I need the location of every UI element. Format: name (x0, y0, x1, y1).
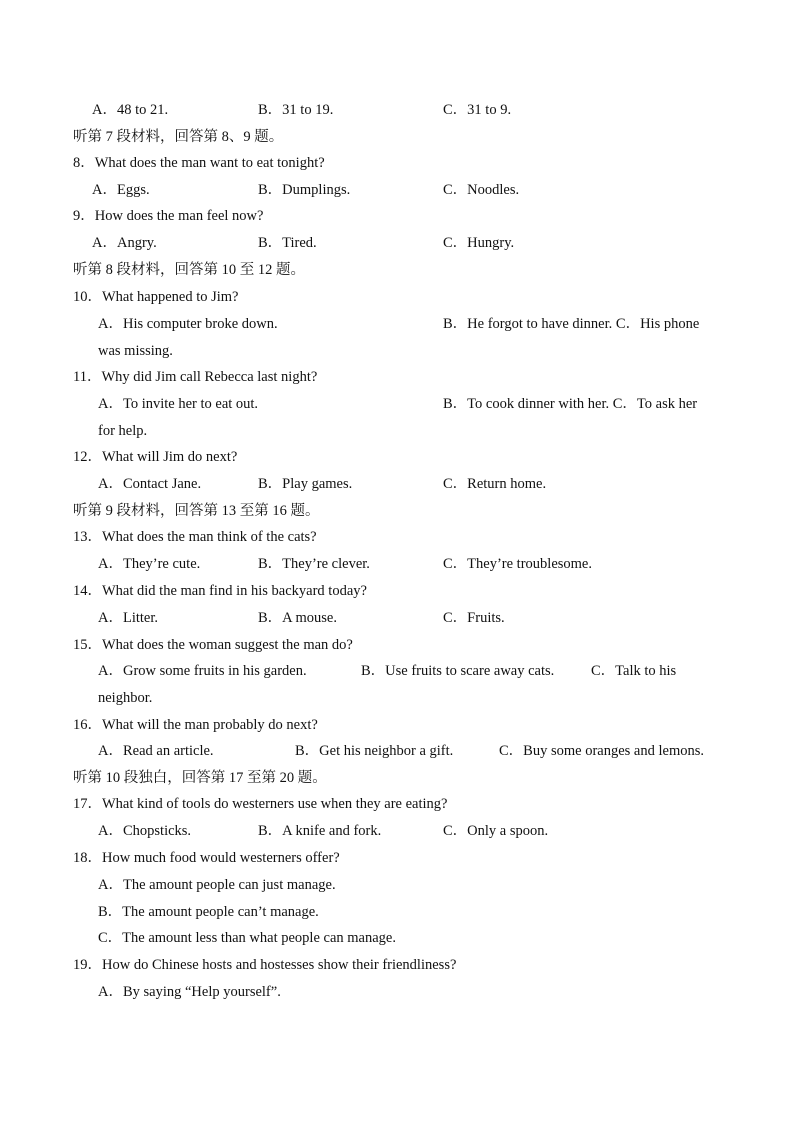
q17-options (0, 824, 794, 842)
q11-option-a: A．To invite her to eat out. (98, 396, 259, 412)
q8-option-a: A．Eggs. (92, 182, 150, 198)
section-7-heading: 听第 7 段材料，回答第 8、9 题。 (73, 129, 284, 145)
section-10-heading: 听第 10 段独白，回答第 17 至第 20 题。 (73, 770, 327, 786)
q15-options (0, 664, 794, 682)
q14-option-c: C．Fruits. (443, 610, 505, 626)
q7-option-a: A．48 to 21. (92, 102, 169, 118)
q13-option-a: A．They’re cute. (98, 556, 201, 572)
question-9: 9．How does the man feel now? (73, 208, 264, 224)
q10-options (0, 317, 794, 335)
q7-option-b: B．31 to 19. (258, 102, 334, 118)
question-13: 13．What does the man think of the cats? (73, 529, 317, 545)
q17-option-a: A．Chopsticks. (98, 823, 192, 839)
q13-option-b: B．They’re clever. (258, 556, 370, 572)
q12-option-a: A．Contact Jane. (98, 476, 202, 492)
q14-options (0, 611, 794, 629)
q15-option-continuation: neighbor. (98, 690, 153, 706)
question-12: 12．What will Jim do next? (73, 449, 238, 465)
q7-option-c: C．31 to 9. (443, 102, 512, 118)
q15-option-b: B．Use fruits to scare away cats. (361, 663, 555, 679)
question-16: 16．What will the man probably do next? (73, 717, 318, 733)
question-18: 18．How much food would westerners offer? (73, 850, 340, 866)
question-17: 17．What kind of tools do westerners use when they are eating? (73, 796, 448, 812)
question-14: 14．What did the man find in his backyard today? (73, 583, 367, 599)
q8-option-c: C．Noodles. (443, 182, 520, 198)
q18-option-c: C．The amount less than what people can manage. (98, 930, 396, 946)
q9-options (0, 236, 794, 254)
question-10: 10．What happened to Jim? (73, 289, 239, 305)
q16-option-b: B．Get his neighbor a gift. (295, 743, 454, 759)
q11-option-bc: B．To cook dinner with her. C．To ask her (443, 396, 698, 412)
q10-option-bc: B．He forgot to have dinner. C．His phone (443, 316, 700, 332)
q10-option-continuation: was missing. (98, 343, 173, 359)
q18-option-b: B．The amount people can’t manage. (98, 904, 319, 920)
q11-options (0, 397, 794, 415)
q16-options (0, 744, 794, 762)
question-19: 19．How do Chinese hosts and hostesses show their friendliness? (73, 957, 457, 973)
q12-option-b: B．Play games. (258, 476, 353, 492)
q17-option-b: B．A knife and fork. (258, 823, 382, 839)
q8-option-b: B．Dumplings. (258, 182, 351, 198)
section-9-heading: 听第 9 段材料，回答第 13 至第 16 题。 (73, 503, 320, 519)
q9-option-c: C．Hungry. (443, 235, 515, 251)
question-11: 11．Why did Jim call Rebecca last night? (73, 369, 318, 385)
q11-option-continuation: for help. (98, 423, 148, 439)
q16-option-c: C．Buy some oranges and lemons. (499, 743, 704, 759)
q9-option-b: B．Tired. (258, 235, 317, 251)
q12-option-c: C．Return home. (443, 476, 547, 492)
q14-option-a: A．Litter. (98, 610, 159, 626)
q19-option-a: A．By saying “Help yourself”. (98, 984, 281, 1000)
question-8: 8．What does the man want to eat tonight? (73, 155, 325, 171)
q7-options (0, 103, 794, 121)
question-15: 15．What does the woman suggest the man do? (73, 637, 353, 653)
q12-options (0, 477, 794, 495)
section-8-heading: 听第 8 段材料，回答第 10 至 12 题。 (73, 262, 305, 278)
q15-option-c: C．Talk to his (591, 663, 677, 679)
q14-option-b: B．A mouse. (258, 610, 337, 626)
q17-option-c: C．Only a spoon. (443, 823, 549, 839)
q13-option-c: C．They’re troublesome. (443, 556, 592, 572)
q10-option-a: A．His computer broke down. (98, 316, 278, 332)
q18-option-a: A．The amount people can just manage. (98, 877, 336, 893)
q16-option-a: A．Read an article. (98, 743, 214, 759)
q15-option-a: A．Grow some fruits in his garden. (98, 663, 307, 679)
q9-option-a: A．Angry. (92, 235, 157, 251)
q8-options (0, 183, 794, 201)
q13-options (0, 557, 794, 575)
